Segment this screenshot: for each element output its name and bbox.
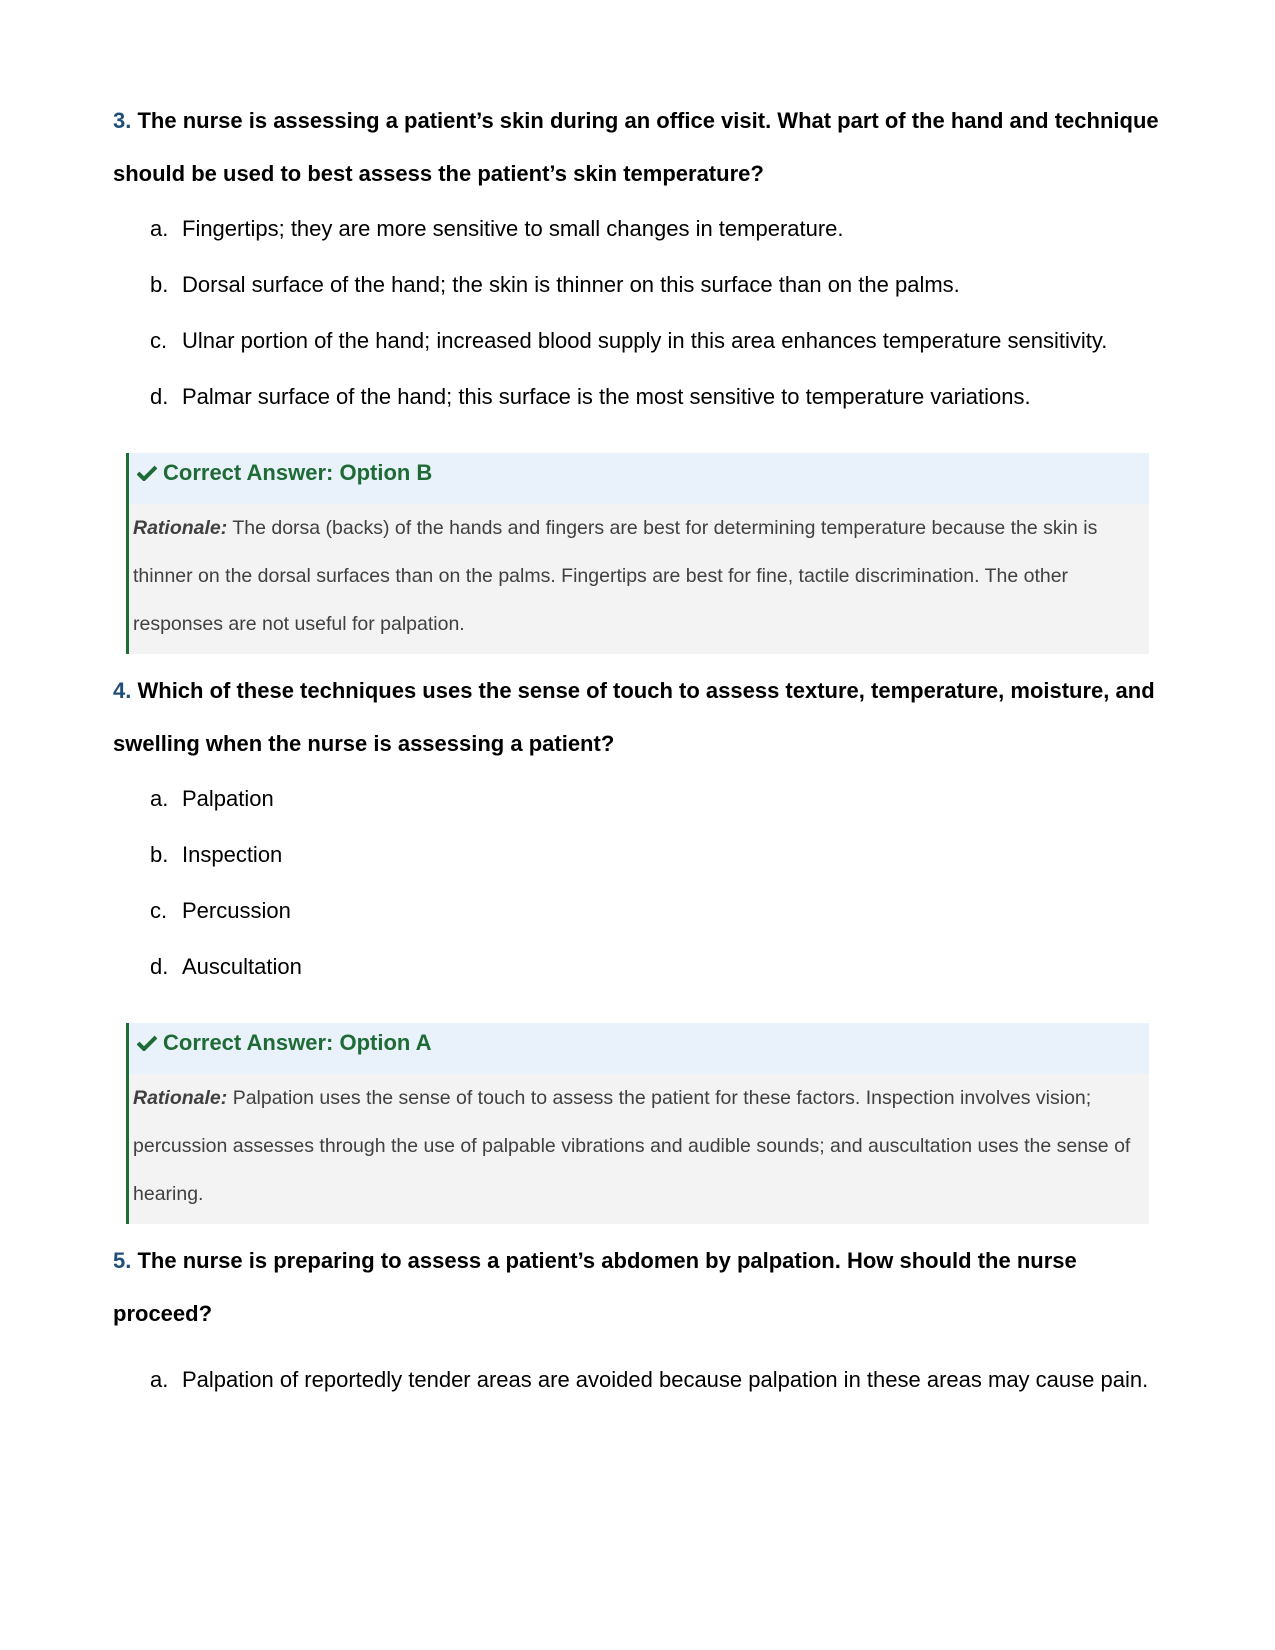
option-a bbox=[150, 213, 1170, 269]
option-text: Palpation bbox=[182, 786, 274, 811]
answer-box-3 bbox=[126, 453, 1149, 654]
option-b bbox=[150, 269, 1170, 325]
answer-box-4 bbox=[126, 1023, 1149, 1224]
option-b bbox=[150, 839, 1170, 895]
correct-answer-label: Correct Answer: Option A bbox=[163, 1029, 432, 1055]
rationale bbox=[129, 504, 1149, 654]
question-number: 4. bbox=[113, 678, 132, 703]
option-a bbox=[150, 1353, 1170, 1406]
option-text: Palpation of reportedly tender areas are avoided because palpation in these areas may cause pain. bbox=[182, 1367, 1149, 1392]
answer-header bbox=[129, 453, 1149, 504]
rationale-text: Palpation uses the sense of touch to assess the patient for these factors. Inspection involves vision; percussion assesses through the use of palpable vibrations and audible sounds; and auscultation uses the sense of hearing. bbox=[133, 1087, 1131, 1205]
question-number: 3. bbox=[113, 108, 132, 133]
option-d bbox=[150, 381, 1170, 437]
option-letter: b. bbox=[150, 842, 169, 867]
option-c bbox=[150, 325, 1170, 381]
question-text: The nurse is assessing a patient’s skin during an office visit. What part of the hand and technique should be used to best assess the patient’s skin temperature? bbox=[113, 108, 1159, 186]
check-icon bbox=[137, 465, 157, 481]
option-letter: a. bbox=[150, 216, 169, 241]
option-letter: c. bbox=[150, 328, 168, 353]
options-list-3 bbox=[150, 213, 1170, 437]
question-text: The nurse is preparing to assess a patient’s abdomen by palpation. How should the nurse proceed? bbox=[113, 1248, 1077, 1326]
option-letter: d. bbox=[150, 954, 169, 979]
option-letter: a. bbox=[150, 1367, 169, 1392]
question-4 bbox=[113, 664, 1173, 770]
option-text: Fingertips; they are more sensitive to small changes in temperature. bbox=[182, 216, 844, 241]
option-text: Inspection bbox=[182, 842, 283, 867]
question-5 bbox=[113, 1234, 1173, 1340]
rationale-label: Rationale: bbox=[133, 517, 228, 539]
option-c bbox=[150, 895, 1170, 951]
option-text: Ulnar portion of the hand; increased blood supply in this area enhances temperature sensitivity. bbox=[182, 328, 1108, 353]
option-letter: c. bbox=[150, 898, 168, 923]
options-list-4 bbox=[150, 783, 1170, 1007]
options-list-5 bbox=[150, 1353, 1170, 1406]
option-text: Palmar surface of the hand; this surface is the most sensitive to temperature variations. bbox=[182, 384, 1031, 409]
option-d bbox=[150, 951, 1170, 1007]
question-3 bbox=[113, 94, 1173, 200]
question-number: 5. bbox=[113, 1248, 132, 1273]
option-text: Dorsal surface of the hand; the skin is thinner on this surface than on the palms. bbox=[182, 272, 960, 297]
rationale-label: Rationale: bbox=[133, 1087, 228, 1109]
question-text: Which of these techniques uses the sense of touch to assess texture, temperature, moisture, and swelling when the nurse is assessing a patient? bbox=[113, 678, 1155, 756]
correct-answer-label: Correct Answer: Option B bbox=[163, 459, 433, 485]
option-text: Percussion bbox=[182, 898, 291, 923]
option-a bbox=[150, 783, 1170, 839]
rationale bbox=[129, 1074, 1149, 1224]
option-letter: a. bbox=[150, 786, 169, 811]
answer-header bbox=[129, 1023, 1149, 1074]
rationale-text: The dorsa (backs) of the hands and fingers are best for determining temperature because the skin is thinner on the dorsal surfaces than on the palms. Fingertips are best for fine, tactile discrimination. The other responses are not useful for palpation. bbox=[133, 517, 1098, 635]
option-letter: d. bbox=[150, 384, 169, 409]
check-icon bbox=[137, 1035, 157, 1051]
option-text: Auscultation bbox=[182, 954, 302, 979]
option-letter: b. bbox=[150, 272, 169, 297]
